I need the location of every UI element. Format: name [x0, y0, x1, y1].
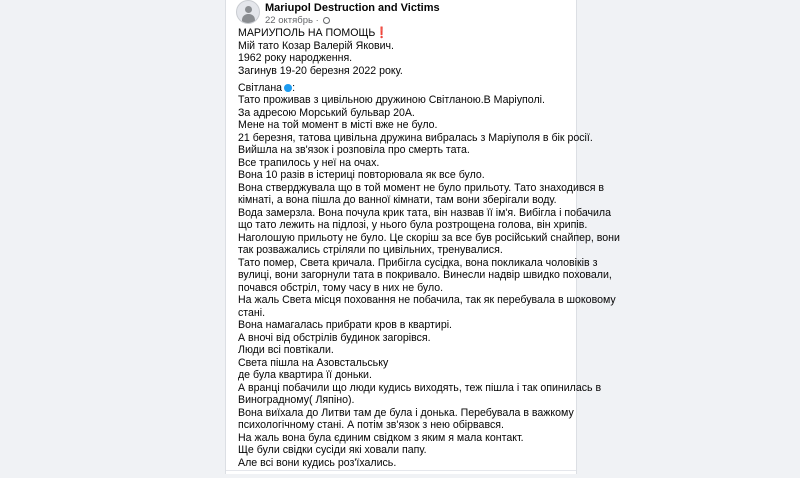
text-line: де була квартира її доньки.	[238, 369, 372, 381]
author-suffix: :	[292, 81, 296, 94]
text-line: А вранці побачили що люди кудись виходять, теж пішла і так опинилась в	[238, 381, 602, 394]
exclamation-emoji-icon: ❗	[375, 27, 389, 39]
author-label: Світлана	[238, 81, 283, 94]
text-line	[238, 27, 576, 40]
text-line: Вона виїхала до Литви там де була і донька. Перебувала в важкому	[238, 406, 574, 419]
text-line: Вона стверджувала що в той момент не було прильоту. Тато знаходився в	[238, 181, 605, 194]
post-date-link[interactable]: 22 октябрь	[265, 15, 313, 26]
text-line: Але всі вони кудись роз'їхались.	[238, 456, 397, 469]
text-line: стані.	[238, 306, 266, 319]
text-line: 21 березня, татова цивільна дружина вибралась з Маріуполя в бік росії.	[238, 131, 593, 144]
avatar-head-shape	[245, 6, 252, 13]
text-line: 1962 року народження.	[238, 52, 353, 64]
text-line: Мій тато Козар Валерій Якович.	[238, 39, 394, 52]
text-line: На жаль вона була єдиним свідком з яким я мала контакт.	[238, 431, 524, 444]
globe-icon	[323, 17, 330, 24]
text-line: Света пішла на Азовстальську	[238, 356, 389, 369]
post-card	[225, 0, 620, 474]
text-line: кімнаті, а вона пішла до ванної кімнати, там вони зберігали воду.	[238, 194, 557, 206]
post-body	[238, 27, 620, 469]
text-line: Наголошую прильоту не було. Це скоріш за все був російський снайпер, вони	[238, 231, 620, 244]
avatar-body-shape	[242, 14, 255, 24]
text-line: Тато проживав з цивільною дружиною Світланою.В Маріуполі.	[238, 94, 545, 106]
text-line: Виноградному( Ляпіно).	[238, 394, 355, 406]
post-story	[238, 94, 620, 469]
headline-text: МАРИУПОЛЬ НА ПОМОЩЬ	[238, 27, 376, 39]
meta-separator: ·	[312, 15, 322, 26]
text-line: що тато лежить на підлозі, у нього була розтрощена голова, він хрипів.	[238, 219, 588, 231]
text-line: Вийшла на зв'язок і розповіла про смерть тата.	[238, 144, 470, 156]
text-line: Люди всі повтікали.	[238, 344, 334, 356]
author-line	[238, 82, 576, 95]
text-line: вулиці, вони загорнули тата в покривало. Винесли надвір швидко поховали,	[238, 269, 612, 281]
text-line: Вона намагалась прибрати кров в квартирі.	[238, 319, 453, 331]
text-line: А вночі від обстрілів будинок загорівся.	[238, 331, 431, 344]
post-intro	[238, 27, 576, 77]
text-line: Загинув 19-20 березня 2022 року.	[238, 64, 403, 77]
text-line: так розважались стріляли по цивільних, тренувалися.	[238, 244, 503, 256]
text-line: За адресою Морський бульвар 20А.	[238, 106, 415, 119]
text-line: Вона 10 разів в істериці повторювала як все було.	[238, 169, 485, 181]
text-line: Все трапилось у неї на очах.	[238, 156, 380, 169]
page-name-link[interactable]: Mariupol Destruction and Victims	[265, 2, 440, 14]
text-line: На жаль Света місця поховання не побачила, так як перебувала в шоковому	[238, 294, 616, 306]
text-line: Тато помер, Света кричала. Прибігла сусідка, вона покликала чоловіків з	[238, 256, 598, 269]
text-line: психологічному стані. А потім зв'язок з нею обірвався.	[238, 419, 504, 431]
wave-emoji-icon	[284, 84, 292, 92]
divider	[226, 470, 576, 471]
post-meta	[265, 15, 330, 26]
text-line: Вода замерзла. Вона почула крик тата, він назвав її ім'я. Вибігла і побачила	[238, 206, 612, 219]
text-line: почався обстріл, тому часу в них не було.	[238, 281, 444, 294]
text-line: Ще були свідки сусіди які ховали папу.	[238, 444, 427, 456]
text-line: Мене на той момент в місті вже не було.	[238, 119, 438, 131]
page-avatar[interactable]	[236, 0, 260, 24]
